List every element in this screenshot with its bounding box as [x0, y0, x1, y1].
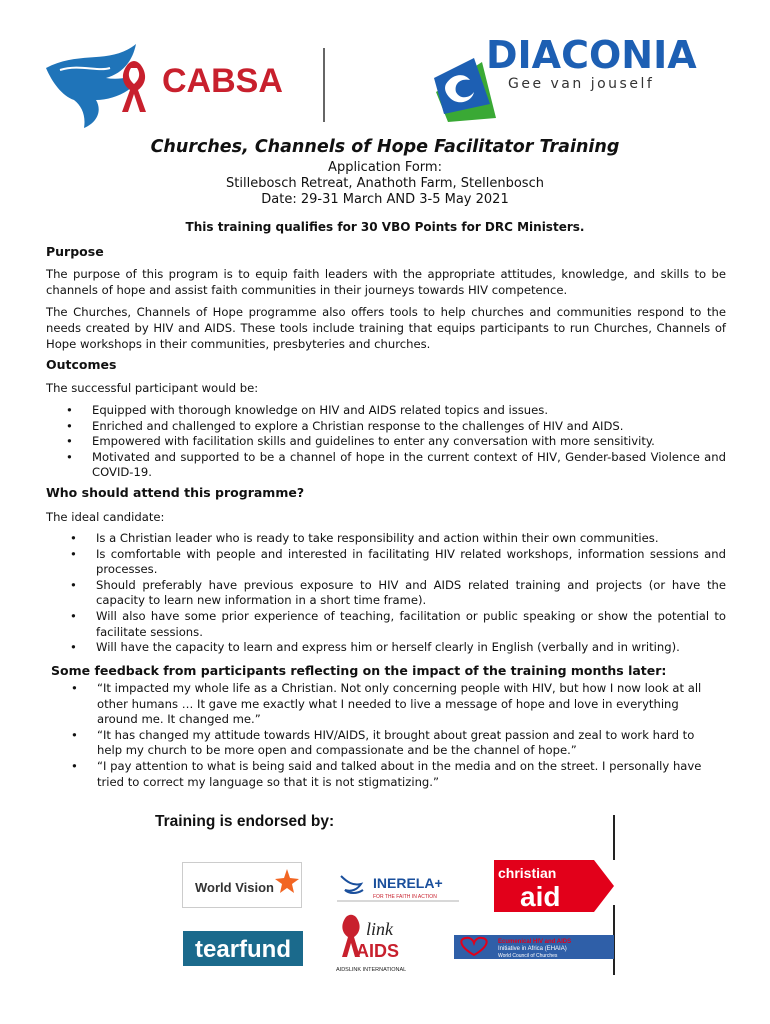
svg-text:Initiative in Africa (EHAIA): Initiative in Africa (EHAIA) [498, 946, 567, 952]
outcomes-heading: Outcomes [46, 357, 117, 372]
feedback-heading: Some feedback from participants reflecting on the impact of the training months later: [51, 663, 667, 678]
svg-text:FOR THE FAITH IN ACTION: FOR THE FAITH IN ACTION [373, 894, 437, 900]
cabsa-logo [40, 30, 330, 130]
svg-text:AIDSLINK INTERNATIONAL: AIDSLINK INTERNATIONAL [336, 967, 407, 973]
bullet: • [70, 531, 77, 545]
diaconia-wordmark: DIACONIA [486, 33, 697, 77]
inerela-logo [337, 868, 459, 902]
feedback-list [71, 681, 717, 790]
list-item: • Enriched and challenged to explore a Christian response to the challenges of HIV and AIDS. [66, 418, 624, 433]
heart-icon [461, 938, 486, 955]
list-item: • Is a Christian leader who is ready to take responsibility and action within their own communities. [70, 531, 659, 545]
purpose-heading: Purpose [46, 244, 104, 259]
venue: Stillebosch Retreat, Anathoth Farm, Stellenbosch [226, 176, 544, 191]
svg-text:christian: christian [498, 865, 557, 881]
list-item: • Should preferably have previous exposure to HIV and AIDS related training and projects (or have the capacity to learn new information in a short time frame). [70, 577, 726, 608]
list-item: • Equipped with thorough knowledge on HIV and AIDS related topics and issues. [66, 403, 549, 417]
who-intro: The ideal candidate: [46, 510, 165, 524]
bullet: • [71, 758, 78, 773]
bullet: • [71, 681, 78, 695]
svg-text:World Council of Churches: World Council of Churches [498, 953, 558, 959]
list-item: • Is comfortable with people and interested in facilitating HIV related workshops, information sessions and processes. [70, 546, 726, 577]
list-item: • “It has changed my attitude towards HIV/AIDS, it brought about great passion and zeal to work hard to help my church to be more open and compassionate and be the channel of hope.” [71, 727, 695, 758]
svg-text:World Vision: World Vision [195, 880, 274, 895]
svg-text:tearfund: tearfund [195, 936, 291, 963]
diaconia-logo [430, 30, 730, 125]
svg-text:AIDS: AIDS [356, 941, 400, 961]
cabsa-wordmark: CABSA [162, 62, 283, 100]
endorsed-heading: Training is endorsed by: [155, 813, 335, 830]
bird-icon [341, 876, 363, 893]
outcomes-intro: The successful participant would be: [46, 381, 259, 395]
candidate-list [70, 531, 726, 656]
dates: Date: 29-31 March AND 3-5 May 2021 [261, 192, 509, 207]
list-item: • Motivated and supported to be a channel of hope in the current context of HIV, Gender-based Violence and COVID-19. [66, 449, 726, 480]
page-title: Churches, Channels of Hope Facilitator Training [150, 137, 620, 157]
world-vision-logo [182, 862, 302, 908]
tearfund-logo [183, 931, 303, 966]
list-item: • Will also have some prior experience of teaching, facilitation or public speaking or show the potential to facilitate sessions. [70, 608, 726, 639]
svg-text:link: link [366, 919, 393, 939]
who-heading: Who should attend this programme? [46, 485, 305, 500]
vbo-note: This training qualifies for 30 VBO Points for DRC Ministers. [185, 220, 585, 234]
list-item: • Will have the capacity to learn and express him or herself clearly in English (verbally and in writing). [70, 640, 680, 655]
bullet: • [66, 434, 73, 449]
list-item: • “I pay attention to what is being said and talked about in the media and on the street. I personally have tried to correct my language so that it is not stigmatizing.” [71, 758, 702, 789]
bullet: • [71, 727, 78, 742]
diaconia-tagline: Gee van jouself [508, 76, 655, 92]
list-item: • “It impacted my whole life as a Christian. Not only concerning people with HIV, but how I now look at all other humans … It gave me exactly what I needed to live a message of hope and love in everything around me. It changed me.” [71, 681, 702, 727]
star-icon [275, 869, 299, 893]
bullet: • [66, 418, 73, 433]
bullet: • [70, 640, 77, 655]
form-label: Application Form: [328, 160, 442, 175]
ehaia-logo [454, 935, 614, 959]
svg-text:aid: aid [520, 881, 561, 912]
svg-text:Ecumenical HIV and AIDS: Ecumenical HIV and AIDS [498, 939, 572, 945]
outcomes-list [66, 403, 726, 481]
purpose-paragraph: The purpose of this program is to equip faith leaders with the appropriate attitudes, knowledge, and skills to be channels of hope and assist faith communities in their journeys towards HIV competence. [46, 267, 726, 297]
christian-aid-logo [494, 860, 614, 912]
bullet: • [70, 577, 77, 592]
purpose-paragraph: The Churches, Channels of Hope programme also offers tools to help churches and communities respond to the needs created by HIV and AIDS. These tools include training that equips participants to run Churches, Channels of Hope workshops in their communities, presbyteries and churches. [46, 305, 726, 351]
list-item: • Empowered with facilitation skills and guidelines to enter any conversation with more sensitivity. [66, 434, 655, 449]
bullet: • [70, 546, 77, 561]
bullet: • [66, 449, 73, 464]
svg-text:INERELA+: INERELA+ [373, 875, 443, 891]
bullet: • [70, 608, 77, 623]
aidslink-logo [336, 913, 416, 973]
divider [613, 815, 615, 860]
bullet: • [66, 403, 73, 417]
